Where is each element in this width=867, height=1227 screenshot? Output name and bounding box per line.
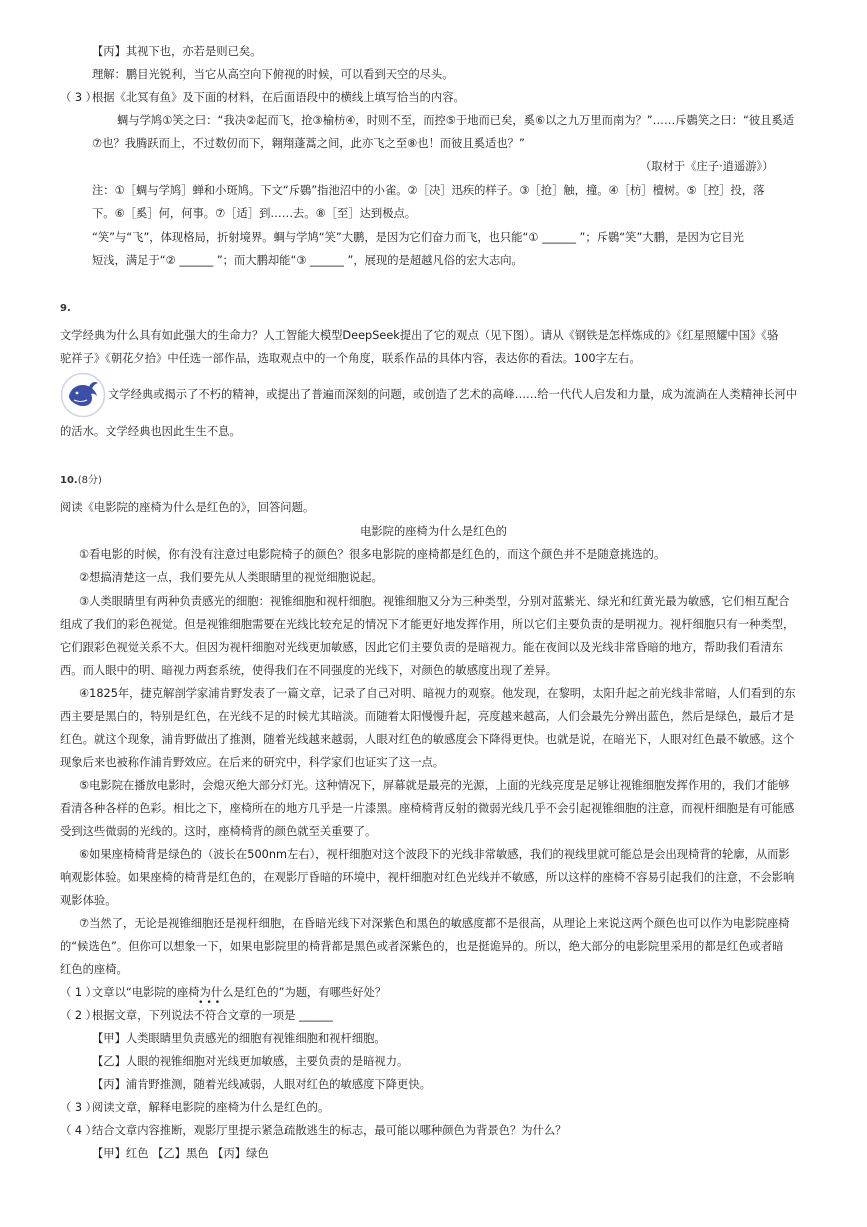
passage-line-2: ⑦也？我腾跃而上，不过数仞而下，翱翔蓬蒿之间，此亦飞之至⑧也！而彼且奚适也？” xyxy=(92,137,525,150)
fill-line-2: 短浅，满足于“② ______ ”；而大鹏却能“③ ______ ”，展现的是超越凡俗的宏大志向。 xyxy=(92,254,523,267)
q9-quote-2: 的活水。文学经典也因此生生不息。 xyxy=(60,425,241,438)
article-para-4-line-2: 西主要是黑白的，特别是红色，在光线不足的时候尤其暗淡。而随着太阳慢慢升起，亮度越来越高，人们会最先分辨出蓝色，然后是绿色，最后才是 xyxy=(60,710,795,723)
sub-question-1: 文章以“电影院的座椅为什么是红色的”为题，有哪些好处？ xyxy=(92,986,387,999)
article-para-7-line-2: 的“候选色”。但你可以想象一下，如果电影院里的椅背都是黑色或者深紫色的，也是挺诡异的。所以，绝大部分的电影院里采用的都是红色或者暗 xyxy=(60,940,784,953)
passage-source: （取材于《庄子·逍遥游》） xyxy=(640,160,774,173)
article-para-1: ①看电影的时候，你有没有注意过电影院椅子的颜色？很多电影院的座椅都是红色的，而这个颜色并不是随意挑选的。 xyxy=(79,548,666,561)
sub-question-2 xyxy=(92,998,333,1024)
article-para-5-line-1: ⑤电影院在播放电影时，会熄灭绝大部分灯光。这种情况下，屏幕就是最亮的光源，上面的光线亮度是足够让视锥细胞发挥作用的，我们才能够 xyxy=(79,779,790,792)
sub-question-3: 阅读文章，解释电影院的座椅为什么是红色的。 xyxy=(92,1101,330,1114)
bing-line: 【丙】其视下也，亦若是则已矣。 xyxy=(92,45,262,58)
notes-line-1: 注：①［蜩与学鸠］蝉和小斑鸠。下文“斥鷃”指池沼中的小雀。②［决］迅疾的样子。③［抢］触，撞。④［枋］檀树。⑤［控］投，落 xyxy=(92,184,765,197)
deepseek-whale-logo-icon xyxy=(60,372,106,418)
article-para-7-line-1: ⑦当然了，无论是视锥细胞还是视杆细胞，在昏暗光线下对深紫色和黑色的敏感度都不是很高，从理论上来说这两个颜色也可以作为电影院座椅 xyxy=(79,917,790,930)
notes-line-2: 下。⑥［奚］何，何事。⑦［适］到……去。⑧［至］达到极点。 xyxy=(92,207,417,220)
sub-question-1-label: （ 1 ） xyxy=(60,986,97,999)
question-10-number xyxy=(60,473,102,489)
article-para-3-line-3: 它们跟彩色视觉关系不大。但因为视杆细胞对光线更加敏感，因此它们主要负责的是暗视力。能在夜间以及光线非常昏暗的地方，帮助我们看清东 xyxy=(60,641,784,654)
q10-instruction: 阅读《电影院的座椅为什么是红色的》，回答问题。 xyxy=(60,501,315,514)
sub-question-2-label: （ 2 ） xyxy=(60,1009,97,1022)
sub3-label: （ 3 ） xyxy=(60,91,97,104)
article-para-2: ②想搞清楚这一点，我们要先从人类眼睛里的视觉细胞说起。 xyxy=(79,571,383,584)
article-para-5-line-3: 受到这些微弱的光线的。这时，座椅椅背的颜色就至关重要了。 xyxy=(60,825,377,838)
sub-question-4-options: 【甲】红色 【乙】黑色 【丙】绿色 xyxy=(92,1147,269,1160)
article-para-3-line-2: 组成了我们的彩色视觉。但是视锥细胞需要在光线比较充足的情况下才能更好地发挥作用，所以它们主要负责的是明视力。视杆细胞只有一种类型， xyxy=(60,618,795,631)
option-jia: 【甲】人类眼睛里负责感光的细胞有视锥细胞和视杆细胞。 xyxy=(92,1032,386,1045)
article-para-3-line-1: ③人类眼睛里有两种负责感光的细胞：视锥细胞和视杆细胞。视锥细胞又分为三种类型，分别对蓝紫光、绿光和红黄光最为敏感，它们相互配合 xyxy=(79,595,790,608)
sub-question-2-post: 文章的一项是 ______ xyxy=(227,1009,333,1022)
passage-line-1: 蜩与学鸠①笑之曰：“我决②起而飞，抢③榆枋④，时则不至，而控⑤于地而已矣，奚⑥以之九万里而南为？”……斥鷃笑之曰：“彼且奚适 xyxy=(117,114,795,127)
article-para-5-line-2: 看清各种各样的色彩。相比之下，座椅所在的地方几乎是一片漆黑。座椅椅背反射的微弱光线几乎不会引起视锥细胞的注意，而视杆细胞是有可能感 xyxy=(60,802,795,815)
article-para-6-line-3: 观影体验。 xyxy=(60,894,117,907)
article-para-6-line-2: 响观影体验。如果座椅的椅背是红色的，在观影厅昏暗的环境中，视杆细胞对红色光线并不敏感，所以这样的座椅不容易引起我们的注意，不会影响 xyxy=(60,871,795,884)
sub3-prompt: 根据《北冥有鱼》及下面的材料，在后面语段中的横线上填写恰当的内容。 xyxy=(92,91,465,104)
q9-prompt-1: 文学经典为什么具有如此强大的生命力？人工智能大模型DeepSeek提出了它的观点（见下图）。请从《钢铁是怎样炼成的》《红星照耀中国》《骆 xyxy=(60,329,779,342)
option-yi: 【乙】人眼的视锥细胞对光线更加敏感，主要负责的是暗视力。 xyxy=(92,1055,409,1068)
sub-question-2-pre: 根据文章，下列说法 xyxy=(92,1009,194,1022)
article-para-4-line-1: ④1825年，捷克解剖学家浦肯野发表了一篇文章，记录了自己对明、暗视力的观察。他发现，在黎明，太阳升起之前光线非常暗，人们看到的东 xyxy=(79,687,796,700)
article-para-7-line-3: 红色的座椅。 xyxy=(60,963,128,976)
bing-understanding: 理解：鹏目光锐利，当它从高空向下俯视的时候，可以看到天空的尽头。 xyxy=(92,68,454,81)
article-para-4-line-4: 现象后来也被称作浦肯野效应。在后来的研究中，科学家们也证实了这一点。 xyxy=(60,756,445,769)
q9-prompt-2: 驼祥子》《朝花夕拾》中任选一部作品，选取观点中的一个角度，联系作品的具体内容，表达你的看法。100字左右。 xyxy=(60,352,641,365)
emphasis-not-match xyxy=(193,998,228,1024)
emphasis-text: 不符合 xyxy=(193,1009,228,1022)
article-para-4-line-3: 红色。就这个现象，浦肯野做出了推测，随着光线越来越弱，人眼对红色的敏感度会下降得更快。也就是说，在暗光下，人眼对红色最不敏感。这个 xyxy=(60,733,795,746)
emphasis-dots: ••• xyxy=(198,998,224,1008)
fill-line-1: “笑”与“飞”，体现格局，折射境界。蜩与学鸠“笑”大鹏，是因为它们奋力而飞，也只能“① ______ ”；斥鷃“笑”大鹏，是因为它目光 xyxy=(92,231,744,244)
article-para-6-line-1: ⑥如果座椅椅背是绿色的（波长在500nm左右），视杆细胞对这个波段下的光线非常敏感，我们的视线里就可能总是会出现椅背的轮廓，从而影 xyxy=(79,848,790,861)
question-9-number: 9. xyxy=(60,303,71,314)
sub-question-4: 结合文章内容推断，观影厅里提示紧急疏散逃生的标志，最可能以哪种颜色为背景色？为什么？ xyxy=(92,1124,567,1137)
question-10-score: (8分) xyxy=(77,475,102,486)
sub-question-4-label: （ 4 ） xyxy=(60,1124,97,1137)
question-10-index: 10. xyxy=(60,475,78,486)
option-bing: 【丙】浦肯野推测，随着光线减弱，人眼对红色的敏感度下降更快。 xyxy=(92,1078,431,1091)
article-title: 电影院的座椅为什么是红色的 xyxy=(360,525,507,538)
sub-question-3-label: （ 3 ） xyxy=(60,1101,97,1114)
q9-quote-1: 文学经典或揭示了不朽的精神，或提出了普遍而深刻的问题，或创造了艺术的高峰……给一代代人启发和力量，成为流淌在人类精神长河中 xyxy=(108,388,798,401)
article-para-3-line-4: 西。而人眼中的明、暗视力两套系统，使得我们在不同强度的光线下，对颜色的敏感度出现了差异。 xyxy=(60,664,558,677)
